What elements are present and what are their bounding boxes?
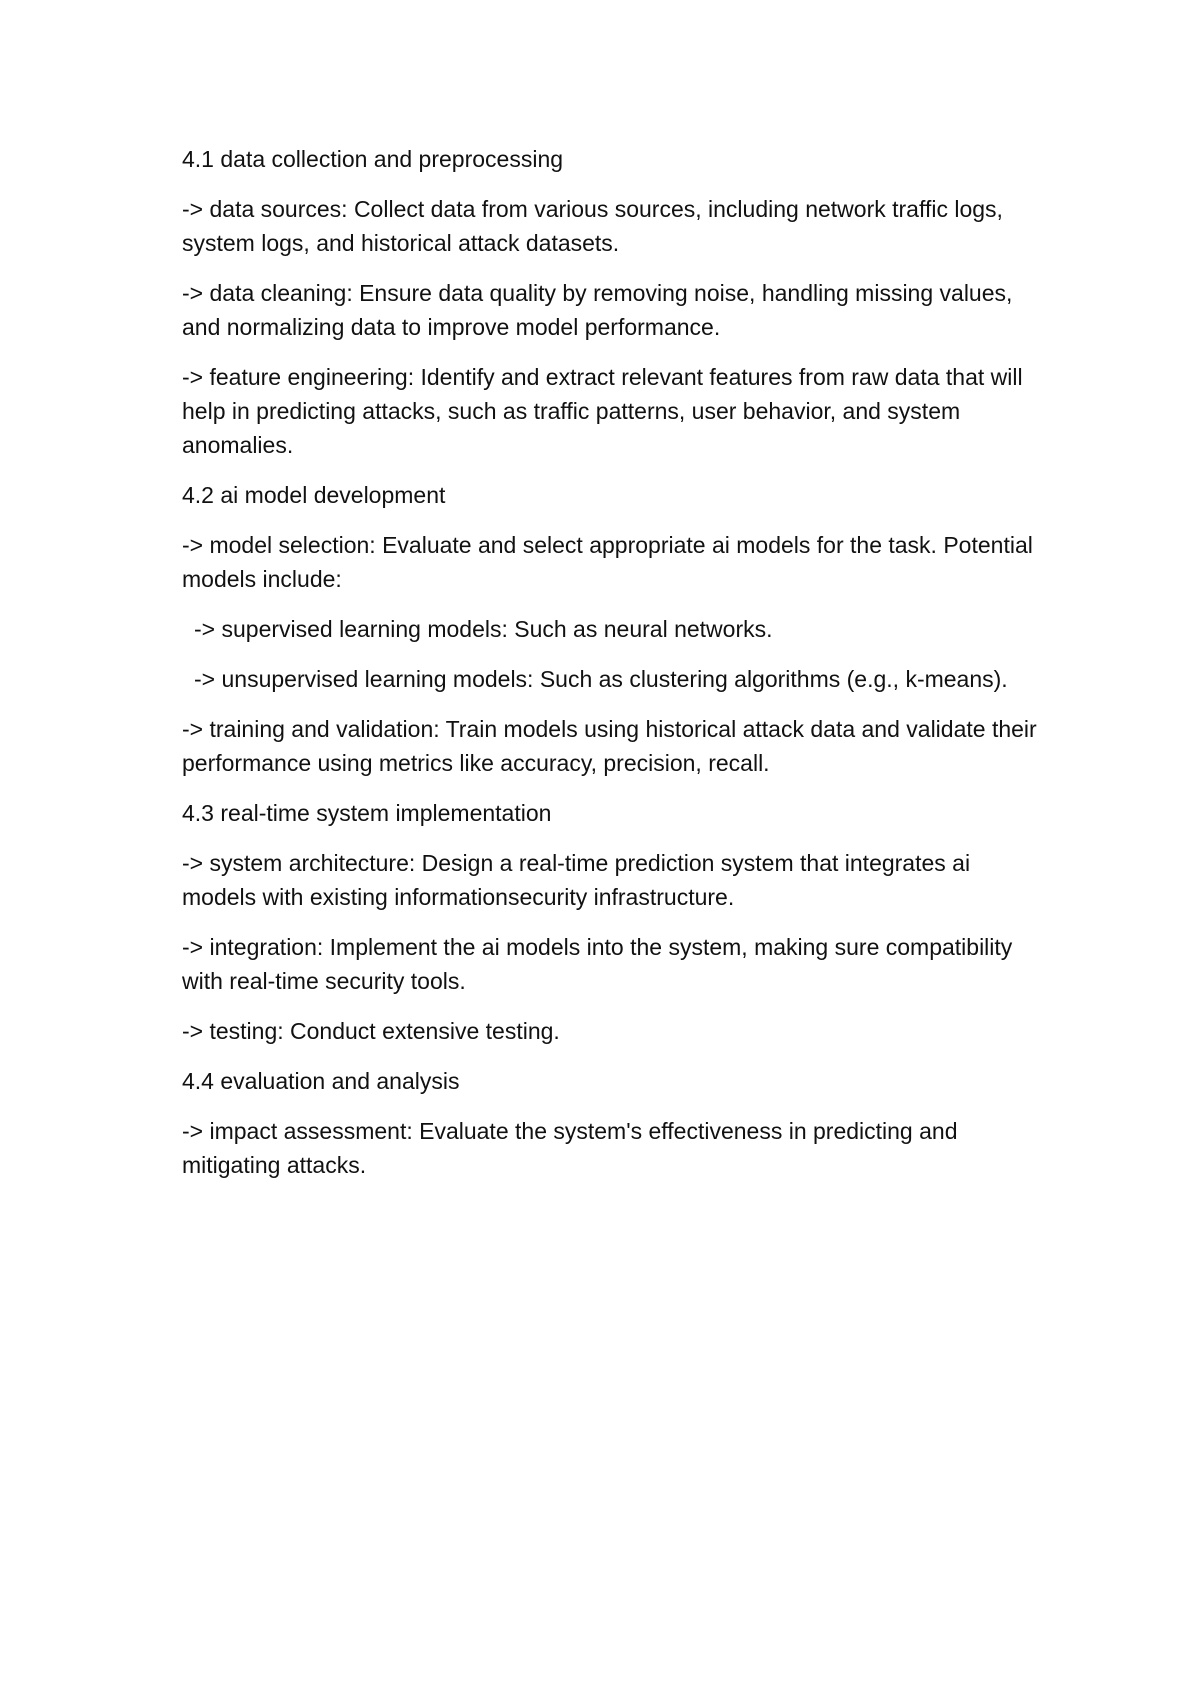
section-heading-4-1: 4.1 data collection and preprocessing bbox=[182, 146, 564, 172]
paragraph-data-sources: -> data sources: Collect data from various sources, including network traffic logs, system logs, and historical attack datasets. bbox=[182, 196, 1003, 256]
paragraph-testing: -> testing: Conduct extensive testing. bbox=[182, 1018, 560, 1044]
paragraph-unsupervised-models: -> unsupervised learning models: Such as clustering algorithms (e.g., k-means). bbox=[194, 666, 1008, 692]
paragraph-training-validation: -> training and validation: Train models using historical attack data and validate their performance using metrics like accuracy, precision, recall. bbox=[182, 716, 1037, 776]
paragraph-model-selection: -> model selection: Evaluate and select appropriate ai models for the task. Potential models include: bbox=[182, 532, 1033, 592]
paragraph-data-cleaning: -> data cleaning: Ensure data quality by removing noise, handling missing values, and normalizing data to improve model performance. bbox=[182, 280, 1013, 340]
paragraph-impact-assessment: -> impact assessment: Evaluate the system's effectiveness in predicting and mitigating attacks. bbox=[182, 1118, 958, 1178]
paragraph-feature-engineering: -> feature engineering: Identify and extract relevant features from raw data that will help in predicting attacks, such as traffic patterns, user behavior, and system anomalies. bbox=[182, 364, 1023, 458]
section-heading-4-2: 4.2 ai model development bbox=[182, 482, 446, 508]
section-heading-4-4: 4.4 evaluation and analysis bbox=[182, 1068, 460, 1094]
document-page bbox=[182, 142, 1042, 1198]
section-heading-4-3: 4.3 real-time system implementation bbox=[182, 800, 552, 826]
paragraph-supervised-models: -> supervised learning models: Such as neural networks. bbox=[194, 616, 773, 642]
paragraph-integration: -> integration: Implement the ai models into the system, making sure compatibility with real-time security tools. bbox=[182, 934, 1013, 994]
paragraph-system-architecture: -> system architecture: Design a real-time prediction system that integrates ai models with existing informationsecurity infrastructure. bbox=[182, 850, 971, 910]
